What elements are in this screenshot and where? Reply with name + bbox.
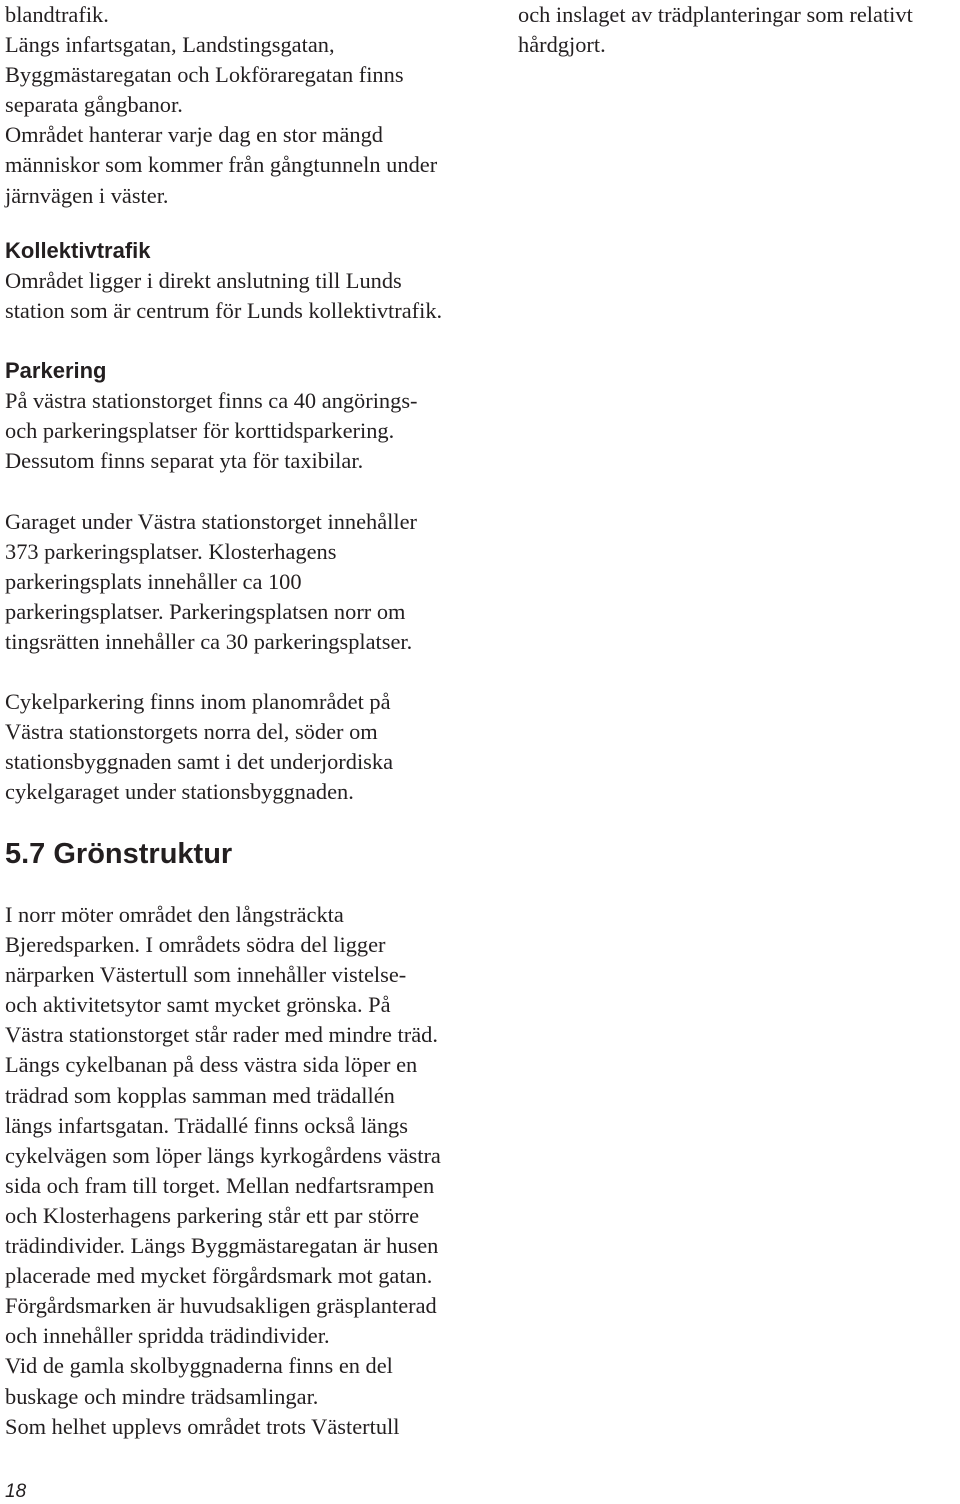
gronstruktur-paragraph — [5, 900, 441, 1442]
cykel-paragraph — [5, 687, 393, 807]
text-line: Vid de gamla skolbyggnaderna finns en del — [5, 1353, 393, 1379]
section-body — [5, 266, 442, 326]
text-line: och parkeringsplatser för korttidsparkering. — [5, 418, 395, 444]
text-line: järnvägen i väster. — [5, 182, 169, 208]
text-line: trädindivider. Längs Byggmästaregatan är husen — [5, 1233, 439, 1259]
text-line: och inslaget av trädplanteringar som relativt — [518, 2, 913, 27]
section-kollektivtrafik — [5, 236, 442, 326]
text-line: hårdgjort. — [518, 32, 606, 58]
section-parkering — [5, 356, 418, 476]
text-line: separata gångbanor. — [5, 92, 183, 118]
intro-paragraph — [5, 0, 437, 211]
text-line: längs infartsgatan. Trädallé finns också längs — [5, 1112, 408, 1138]
right-paragraph — [518, 0, 913, 60]
text-line: och Klosterhagens parkering står ett par större — [5, 1202, 420, 1228]
text-line: Västra stationstorgets norra del, söder om — [5, 719, 378, 745]
page-number: 18 — [5, 1481, 27, 1502]
section-body — [5, 386, 418, 476]
section-heading: Parkering — [5, 358, 107, 383]
text-line: sida och fram till torget. Mellan nedfartsrampen — [5, 1172, 435, 1198]
text-line: På västra stationstorget finns ca 40 angörings- — [5, 388, 418, 414]
section-heading: Kollektivtrafik — [5, 238, 151, 263]
text-line: Som helhet upplevs området trots Västertull — [5, 1413, 400, 1439]
text-line: närparken Västertull som innehåller vistelse- — [5, 962, 407, 988]
text-line: placerade med mycket förgårdsmark mot gatan. — [5, 1263, 433, 1289]
gronstruktur-heading: 5.7 Grönstruktur — [5, 838, 233, 870]
text-line: blandtrafik. — [5, 2, 109, 27]
text-line: cykelvägen som löper längs kyrkogårdens västra — [5, 1142, 441, 1168]
text-line: station som är centrum för Lunds kollektivtrafik. — [5, 298, 443, 324]
text-line: och aktivitetsytor samt mycket grönska. På — [5, 992, 391, 1018]
text-line: och innehåller spridda trädindivider. — [5, 1323, 330, 1349]
text-line: buskage och mindre trädsamlingar. — [5, 1383, 319, 1409]
text-line: parkeringsplats innehåller ca 100 — [5, 569, 302, 595]
text-line: tingsrätten innehåller ca 30 parkeringsplatser. — [5, 629, 413, 655]
text-line: trädrad som kopplas samman med trädallén — [5, 1082, 395, 1108]
text-line: Bjeredsparken. I områdets södra del ligger — [5, 932, 386, 958]
text-line: Området ligger i direkt anslutning till Lunds — [5, 268, 402, 294]
text-line: Längs cykelbanan på dess västra sida löper en — [5, 1052, 418, 1078]
text-line: stationsbyggnaden samt i det underjordiska — [5, 749, 394, 775]
text-line: människor som kommer från gångtunneln under — [5, 152, 438, 178]
text-line: Dessutom finns separat yta för taxibilar. — [5, 448, 364, 474]
text-line: Området hanterar varje dag en stor mängd — [5, 122, 383, 148]
text-line: Byggmästaregatan och Lokföraregatan finns — [5, 62, 404, 88]
text-line: parkeringsplatser. Parkeringsplatsen norr om — [5, 599, 406, 625]
garage-paragraph — [5, 507, 417, 657]
text-line: Längs infartsgatan, Landstingsgatan, — [5, 32, 335, 58]
text-line: Västra stationstorget står rader med mindre träd. — [5, 1022, 438, 1048]
text-line: cykelgaraget under stationsbyggnaden. — [5, 779, 354, 805]
text-line: Förgårdsmarken är huvudsakligen gräsplanterad — [5, 1293, 437, 1319]
text-line: Garaget under Västra stationstorget innehåller — [5, 509, 418, 534]
text-line: I norr möter området den långsträckta — [5, 902, 344, 927]
text-line: 373 parkeringsplatser. Klosterhagens — [5, 539, 337, 565]
text-line: Cykelparkering finns inom planområdet på — [5, 689, 391, 714]
